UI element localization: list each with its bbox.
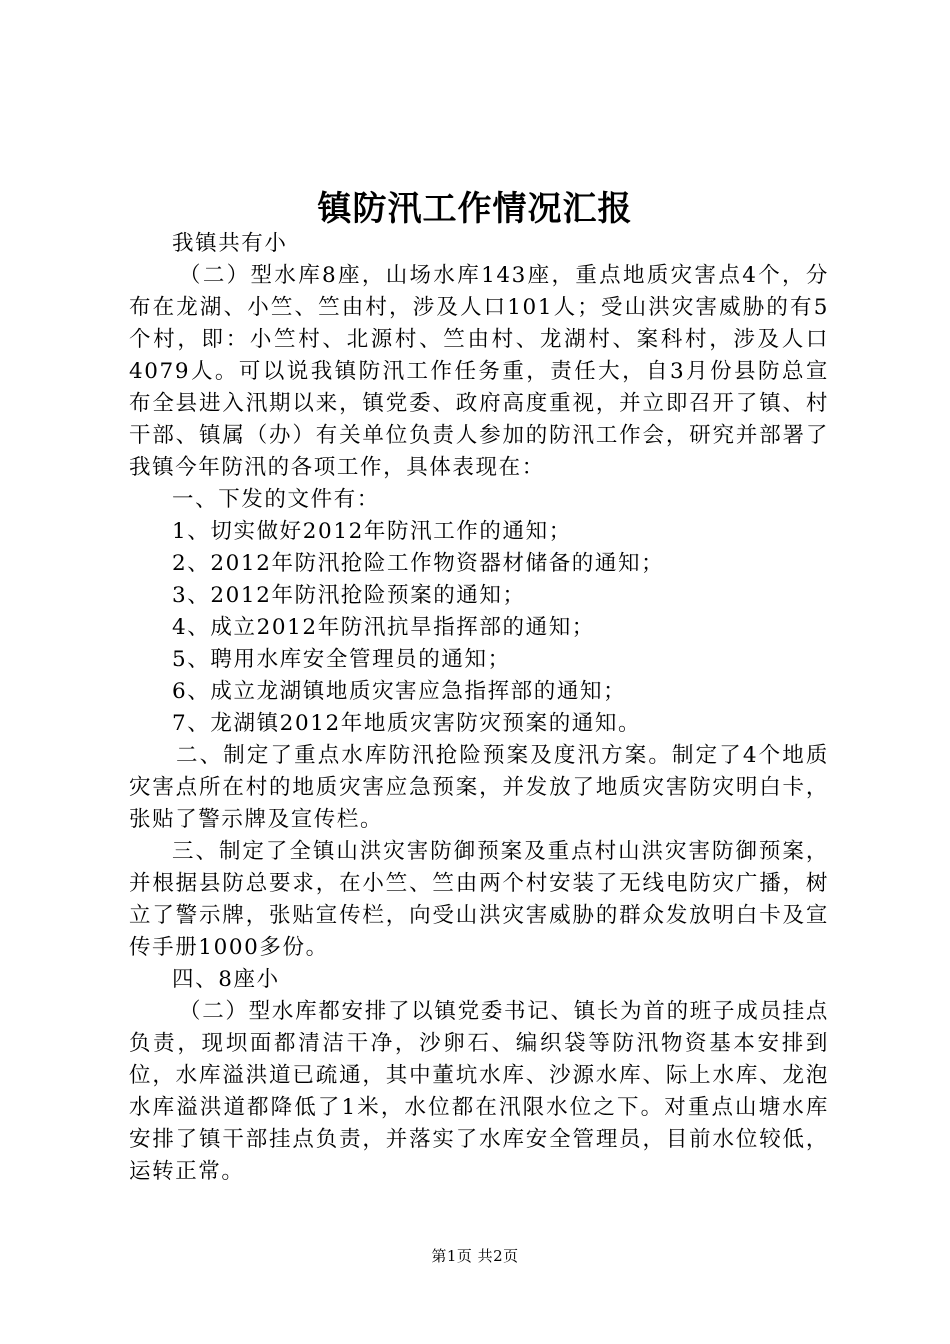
paragraph-intro: 我镇共有小	[172, 231, 288, 256]
document-title: 镇防汛工作情况汇报	[317, 189, 633, 229]
list-item-notice-4: 4、成立2012年防汛抗旱指挥部的通知；	[172, 615, 595, 640]
list-item-notice-3: 3、2012年防汛抢险预案的通知；	[172, 583, 526, 608]
paragraph-section-1-heading: 一、下发的文件有：	[172, 487, 380, 512]
list-item-notice-5: 5、聘用水库安全管理员的通知；	[172, 647, 511, 672]
paragraph-section-3: 三、制定了全镇山洪灾害防御预案及重点村山洪灾害防御预案，并根据县防总要求，在小竺、竺由两个村安装了无线电防灾广播，树立了警示牌，张贴宣传栏，向受山洪灾害威胁的群众发放明白卡及宣传手册1000多份。	[129, 839, 829, 960]
paragraph-section-2: 二、制定了重点水库防汛抢险预案及度汛方案。制定了4个地质灾害点所在村的地质灾害应急预案，并发放了地质灾害防灾明白卡，张贴了警示牌及宣传栏。	[129, 743, 829, 832]
paragraph-section-4-heading: 四、8座小	[172, 967, 280, 992]
list-item-notice-2: 2、2012年防汛抢险工作物资器材储备的通知；	[172, 551, 665, 576]
list-item-notice-1: 1、切实做好2012年防汛工作的通知；	[172, 519, 572, 544]
list-item-notice-7: 7、龙湖镇2012年地质灾害防灾预案的通知。	[172, 711, 642, 736]
paragraph-section-4: （二）型水库都安排了以镇党委书记、镇长为首的班子成员挂点负责，现坝面都清洁干净，沙卵石、编织袋等防汛物资基本安排到位，水库溢洪道已疏通，其中董坑水库、沙源水库、际上水库、龙泡水库溢洪道都降低了1米，水位都在汛限水位之下。对重点山塘水库安排了镇干部挂点负责，并落实了水库安全管理员，目前水位较低，运转正常。	[129, 999, 829, 1184]
paragraph-reservoir-overview: （二）型水库8座，山场水库143座，重点地质灾害点4个，分布在龙湖、小竺、竺由村，涉及人口101人；受山洪灾害威胁的有5个村，即：小竺村、北源村、竺由村、龙湖村、案科村，涉及人口4079人。可以说我镇防汛工作任务重，责任大，自3月份县防总宣布全县进入汛期以来，镇党委、政府高度重视，并立即召开了镇、村干部、镇属（办）有关单位负责人参加的防汛工作会，研究并部署了我镇今年防汛的各项工作，具体表现在：	[129, 263, 829, 480]
page-footer: 第1页 共2页	[431, 1247, 519, 1265]
document-body	[129, 228, 829, 1188]
list-item-notice-6: 6、成立龙湖镇地质灾害应急指挥部的通知；	[172, 679, 627, 704]
